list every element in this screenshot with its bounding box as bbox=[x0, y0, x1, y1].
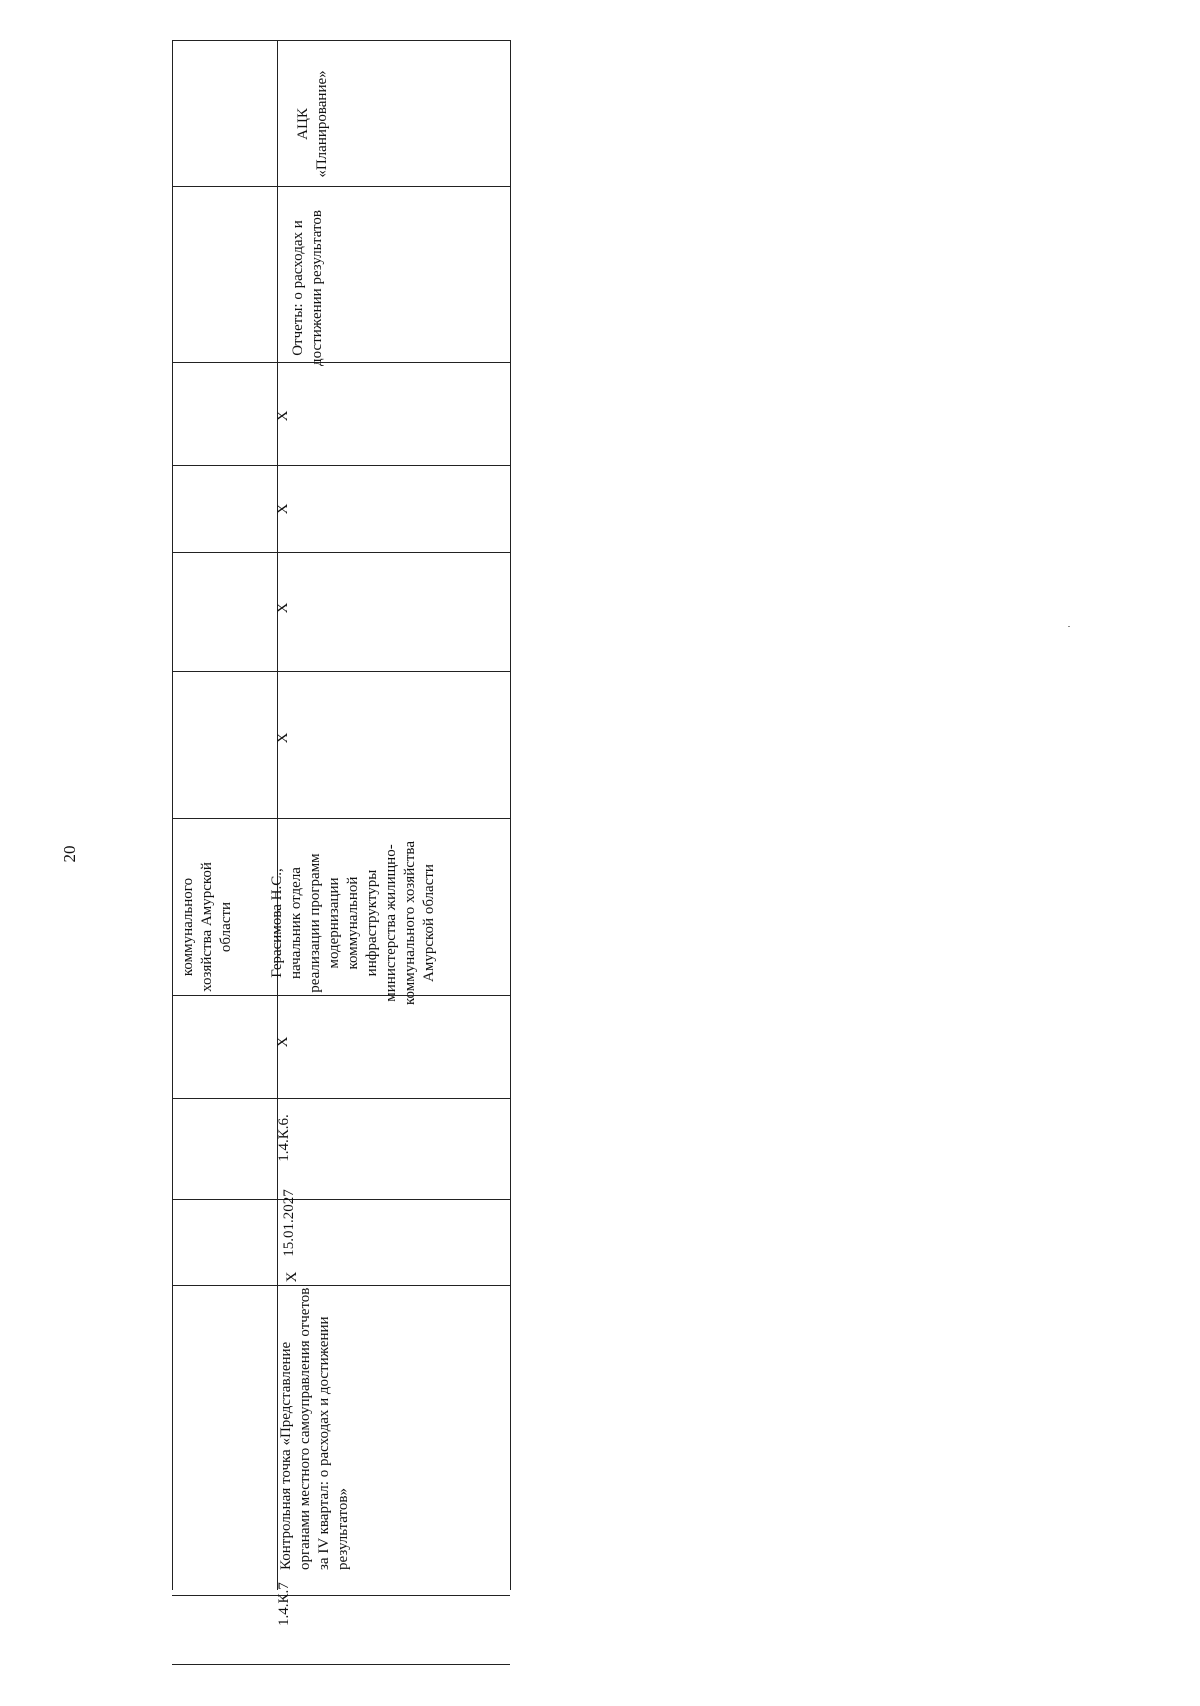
table-border-left bbox=[172, 40, 173, 1590]
row-col-10: X bbox=[275, 503, 291, 515]
row-document: Отчеты: о расходах и достижении результатов bbox=[290, 210, 325, 366]
row-name: Контрольная точка «Представление органами местного самоуправления отчетов за IV квартал: о расходах и достижении результатов» bbox=[278, 1287, 351, 1570]
row-successor: X bbox=[275, 1036, 291, 1048]
row-information-system: АЦК «Планирование» bbox=[295, 70, 330, 178]
column-divider bbox=[172, 465, 510, 466]
column-divider bbox=[172, 552, 510, 553]
scan-speck bbox=[1068, 626, 1070, 627]
column-divider bbox=[172, 671, 510, 672]
column-divider bbox=[172, 1098, 510, 1099]
row-code: 1.4.К.7 bbox=[276, 1582, 292, 1626]
table-border-top bbox=[172, 40, 510, 41]
row-responsible: Герасимова Н.С., начальник отдела реализации программ модернизации коммунальной инфраструктуры министерства жилищно-коммунального хозяйства Амурской области bbox=[269, 841, 437, 1005]
table-border-right bbox=[510, 40, 511, 1590]
table-border-bottom bbox=[172, 1664, 510, 1665]
column-divider bbox=[172, 818, 510, 819]
row-end-date: 15.01.2027 bbox=[281, 1189, 297, 1257]
row-predecessor: 1.4.К.6. bbox=[276, 1114, 292, 1162]
row-start: X bbox=[284, 1271, 300, 1283]
column-divider bbox=[172, 1595, 510, 1596]
row-col-9: X bbox=[275, 602, 291, 614]
column-divider bbox=[172, 186, 510, 187]
row-col-11: X bbox=[275, 410, 291, 422]
prev-row-responsible: коммунального хозяйства Амурской области bbox=[180, 862, 234, 992]
page-number: 20 bbox=[60, 845, 79, 863]
row-col-8: X bbox=[275, 732, 291, 744]
column-divider bbox=[172, 1199, 510, 1200]
